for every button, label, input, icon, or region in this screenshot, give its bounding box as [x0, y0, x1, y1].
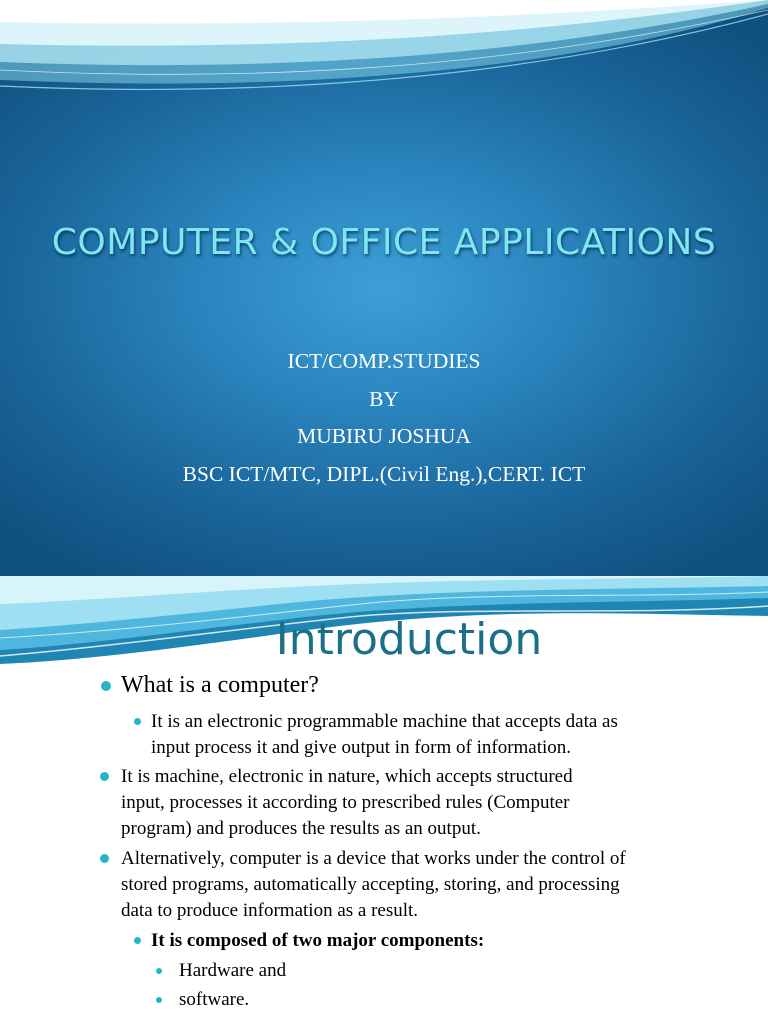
bullet-question: What is a computer?	[121, 672, 319, 699]
bullet-dot-icon	[134, 718, 141, 725]
subtitle-line-author: MUBIRU JOSHUA	[297, 424, 471, 448]
subtitle-line-course: ICT/COMP.STUDIES	[287, 349, 481, 373]
top-wave-decoration	[0, 0, 768, 100]
slide-heading: Introduction	[275, 614, 543, 665]
bullet-dot-icon	[156, 968, 162, 974]
bullet-software: software.	[179, 987, 249, 1013]
bullet-definition-2: It is machine, electronic in nature, which accepts structured input, processes it according to prescribed rules (Computer program) and produces the results as an output.	[121, 764, 573, 842]
slide-title: COMPUTER & OFFICE APPLICATIONS	[51, 222, 717, 263]
bullet-dot-icon	[101, 681, 111, 691]
subtitle-line-credentials: BSC ICT/MTC, DIPL.(Civil Eng.),CERT. ICT	[182, 461, 586, 486]
bullet-hardware: Hardware and	[179, 958, 286, 984]
bullet-dot-icon	[134, 937, 141, 944]
subtitle-line-by: BY	[369, 386, 399, 411]
bullet-definition-1: It is an electronic programmable machine that accepts data as input process it and give output in form of information.	[151, 709, 618, 761]
introduction-slide	[0, 576, 768, 1024]
subtitle-block	[0, 343, 768, 493]
bullet-components: It is composed of two major components:	[151, 928, 484, 954]
bullet-dot-icon	[156, 997, 162, 1003]
bullet-dot-icon	[100, 772, 109, 781]
bullet-definition-3: Alternatively, computer is a device that works under the control of stored programs, automatically accepting, storing, and processing data to produce information as a result.	[121, 846, 626, 924]
bullet-dot-icon	[100, 854, 109, 863]
